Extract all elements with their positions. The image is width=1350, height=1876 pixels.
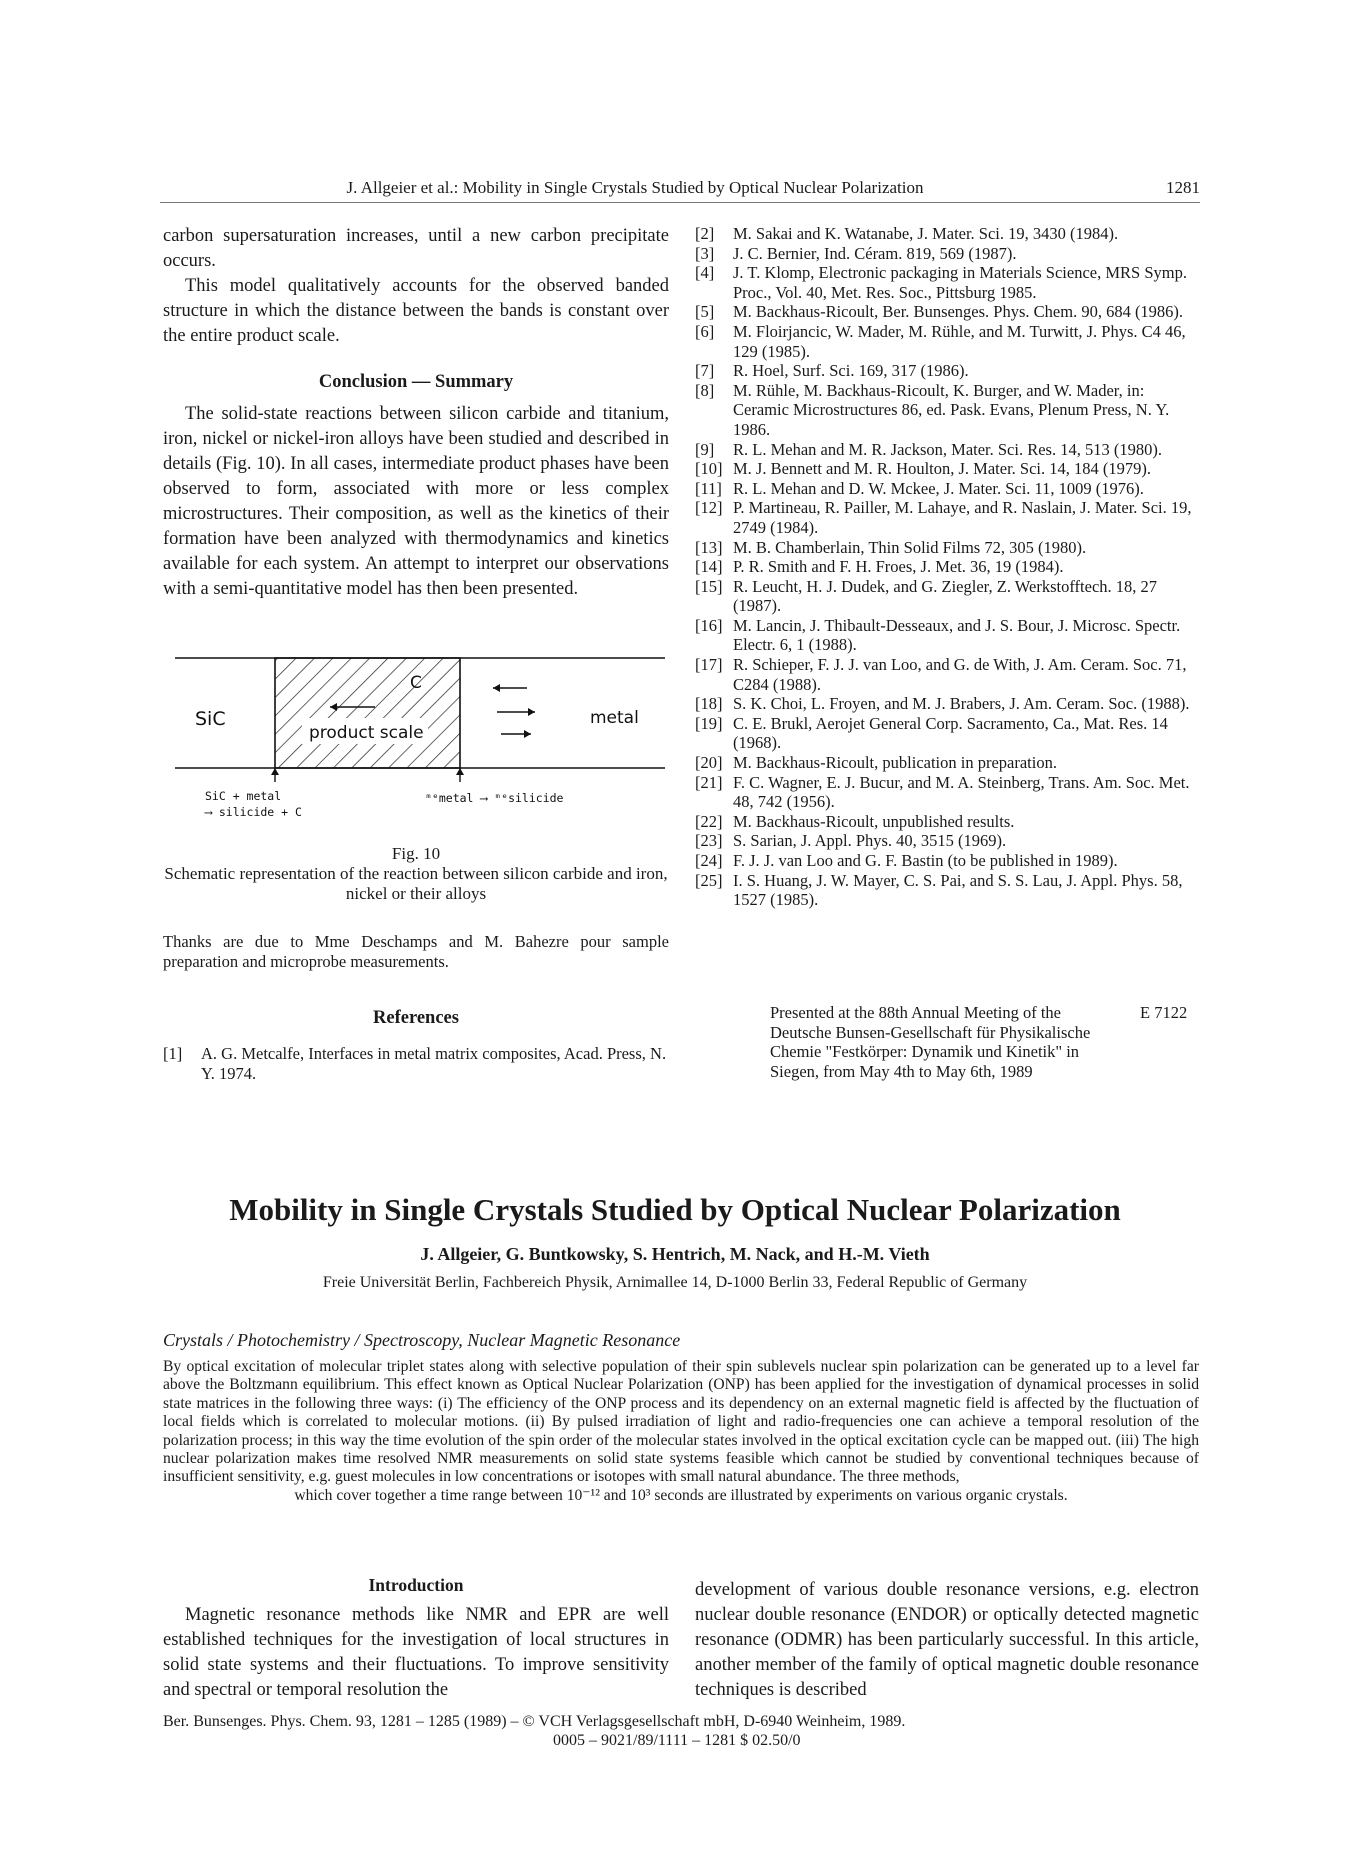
reference-list	[695, 224, 1199, 910]
reference-text: R. Leucht, H. J. Dudek, and G. Ziegler, Z. Werkstofftech. 18, 27 (1987).	[733, 576, 1158, 616]
introduction-right	[695, 1578, 1199, 1703]
acknowledgements: Thanks are due to Mme Deschamps and M. Bahezre pour sample preparation and microprobe measurements.	[163, 932, 669, 971]
left-interface-arrowhead	[271, 768, 279, 775]
reference-1	[163, 1044, 669, 1083]
reference-item	[695, 322, 1199, 361]
flux-arrowhead-3	[524, 730, 531, 738]
conclusion-heading: Conclusion — Summary	[318, 372, 514, 392]
reference-number: [16]	[695, 615, 723, 635]
reference-number: [19]	[695, 713, 723, 733]
reference-number: [22]	[695, 811, 723, 831]
reference-item	[695, 263, 1199, 302]
conclusion-text-block	[163, 402, 669, 602]
left-reaction-line1: SiC + metal	[205, 789, 282, 803]
carbon-label: C	[410, 673, 422, 693]
reference-number: [10]	[695, 459, 723, 479]
reference-text: A. G. Metcalfe, Interfaces in metal matrix composites, Acad. Press, N. Y. 1974.	[201, 1044, 667, 1083]
figure-caption: Schematic representation of the reaction between silicon carbide and iron, nickel or their alloys	[164, 864, 668, 903]
introduction-heading: Introduction	[368, 1575, 464, 1595]
reference-item	[695, 773, 1199, 812]
figure-10-diagram	[175, 650, 665, 825]
reference-item	[695, 538, 1199, 558]
left-reaction-line2: ⟶ silicide + C	[205, 805, 302, 819]
reference-number: [1]	[163, 1044, 183, 1063]
page-number: 1281	[1166, 178, 1200, 197]
figure-number: Fig. 10	[391, 844, 441, 863]
reference-text: C. E. Brukl, Aerojet General Corp. Sacramento, Ca., Mat. Res. 14 (1968).	[733, 713, 1168, 753]
reference-number: [2]	[695, 224, 715, 243]
introduction-left-text: Magnetic resonance methods like NMR and EPR are well established techniques for the investigation of local structures in solid state systems and their fluctuations. To improve sensitivity and spectral or temporal resolution the	[163, 1605, 669, 1700]
reference-item	[695, 871, 1199, 910]
reference-text: M. Backhaus-Ricoult, unpublished results.	[733, 811, 1015, 831]
reference-text: R. L. Mehan and D. W. Mckee, J. Mater. Sci. 11, 1009 (1976).	[733, 478, 1144, 498]
reference-text: M. Backhaus-Ricoult, Ber. Bunsenges. Phys. Chem. 90, 684 (1986).	[733, 302, 1184, 322]
reference-text: F. J. J. van Loo and G. F. Bastin (to be published in 1989).	[733, 851, 1118, 870]
reference-text: R. L. Mehan and M. R. Jackson, Mater. Sci. Res. 14, 513 (1980).	[733, 439, 1162, 459]
reference-number: [20]	[695, 753, 723, 773]
reference-item	[695, 577, 1199, 616]
reference-item	[695, 302, 1199, 322]
article-title: Mobility in Single Crystals Studied by Optical Nuclear Polarization	[229, 1192, 1121, 1227]
reference-item	[695, 753, 1199, 773]
presented-note: Presented at the 88th Annual Meeting of the Deutsche Bunsen-Gesellschaft für Physikalische Chemie "Festkörper: Dynamik und Kinetik" in Siegen, from May 4th to May 6th, 1989	[770, 1003, 1091, 1081]
reference-text: M. Backhaus-Ricoult, publication in preparation.	[733, 753, 1057, 773]
reference-number: [8]	[695, 380, 715, 400]
product-scale-region	[275, 658, 460, 768]
reference-item	[695, 831, 1199, 851]
reference-item	[695, 655, 1199, 694]
manuscript-code: E 7122	[1140, 1003, 1188, 1022]
sic-label: SiC	[195, 708, 226, 730]
flux-arrowhead-2	[528, 708, 535, 716]
article-authors: J. Allgeier, G. Buntkowsky, S. Hentrich, M. Nack, and H.-M. Vieth	[420, 1244, 930, 1264]
reference-number: [24]	[695, 851, 723, 870]
reference-number: [11]	[695, 478, 722, 498]
reference-text: J. C. Bernier, Ind. Céram. 819, 569 (1987).	[733, 243, 1017, 263]
reference-text: M. J. Bennett and M. R. Houlton, J. Mater. Sci. 14, 184 (1979).	[733, 459, 1151, 479]
reference-item	[695, 557, 1199, 577]
right-reaction: ᵐᵉmetal ⟶ ᵐᵉsilicide	[425, 791, 564, 805]
reference-item	[695, 616, 1199, 655]
introduction-right-text: development of various double resonance versions, e.g. electron nuclear double resonance (ENDOR) or optically detected magnetic resonance (ODMR) has been particularly successful. In this article, another member of the family of optical magnetic double resonance techniques is described	[695, 1580, 1199, 1700]
reference-text: J. T. Klomp, Electronic packaging in Materials Science, MRS Symp. Proc., Vol. 40, Met. Res. Soc., Pittsburg 1985.	[733, 263, 1187, 302]
reference-item	[695, 812, 1199, 832]
reference-item	[695, 224, 1199, 244]
reference-number: [4]	[695, 263, 715, 283]
reference-text: S. K. Choi, L. Froyen, and M. J. Brabers, J. Am. Ceram. Soc. (1988).	[733, 694, 1190, 714]
reference-item	[695, 498, 1199, 537]
reference-item	[695, 479, 1199, 499]
reference-item	[695, 714, 1199, 753]
reference-item	[695, 361, 1199, 381]
footer-issn: 0005 – 9021/89/1111 – 1281 $ 02.50/0	[553, 1732, 801, 1749]
reference-number: [15]	[695, 576, 723, 596]
left-column-top	[163, 224, 669, 349]
running-title: J. Allgeier et al.: Mobility in Single Crystals Studied by Optical Nuclear Polarization	[346, 178, 924, 197]
paragraph-model: This model qualitatively accounts for the observed banded structure in which the distance between the bands is constant over the entire product scale.	[163, 276, 669, 346]
running-header	[160, 176, 1200, 203]
conclusion-text: The solid-state reactions between silicon carbide and titanium, iron, nickel or nickel-iron alloys have been studied and described in details (Fig. 10). In all cases, intermediate product phases have been observed to form, associated with more or less complex microstructures. Their composition, as well as the kinetics of their formation have been analyzed with thermodynamics and kinetics available for each system. An attempt to interpret our observations with a semi-quantitative model has then been presented.	[163, 404, 669, 599]
reference-item	[695, 851, 1199, 871]
reference-number: [18]	[695, 694, 723, 714]
reference-item	[695, 244, 1199, 264]
introduction-left	[163, 1603, 669, 1703]
right-interface-arrowhead	[456, 768, 464, 775]
reference-text: M. B. Chamberlain, Thin Solid Films 72, 305 (1980).	[733, 537, 1087, 557]
reference-text: R. Hoel, Surf. Sci. 169, 317 (1986).	[733, 361, 969, 381]
reference-number: [6]	[695, 321, 715, 341]
reference-text: F. C. Wagner, E. J. Bucur, and M. A. Steinberg, Trans. Am. Soc. Met. 48, 742 (1956).	[733, 772, 1190, 812]
metal-label: metal	[590, 708, 639, 728]
reference-item	[695, 440, 1199, 460]
reference-number: [14]	[695, 557, 723, 577]
reference-text: M. Sakai and K. Watanabe, J. Mater. Sci. 19, 3430 (1984).	[733, 224, 1119, 243]
footer-citation: Ber. Bunsenges. Phys. Chem. 93, 1281 – 1285 (1989) – © VCH Verlagsgesellschaft mbH, D-6940 Weinheim, 1989.	[163, 1713, 906, 1730]
reference-number: [23]	[695, 831, 723, 851]
reference-item	[695, 459, 1199, 479]
reference-text: M. Floirjancic, W. Mader, M. Rühle, and M. Turwitt, J. Phys. C4 46, 129 (1985).	[733, 321, 1186, 361]
reference-text: M. Lancin, J. Thibault-Desseaux, and J. S. Bour, J. Microsc. Spectr. Electr. 6, 1 (1988).	[733, 615, 1181, 655]
abstract-last-line: which cover together a time range between 10⁻¹² and 10³ seconds are illustrated by experiments on various organic crystals.	[294, 1486, 1068, 1504]
reference-text: R. Schieper, F. J. J. van Loo, and G. de With, J. Am. Ceram. Soc. 71, C284 (1988).	[733, 655, 1187, 694]
reference-text: P. R. Smith and F. H. Froes, J. Met. 36, 19 (1984).	[733, 557, 1064, 577]
flux-arrowhead-1	[493, 684, 500, 692]
reference-text: M. Rühle, M. Backhaus-Ricoult, K. Burger, and W. Mader, in: Ceramic Microstructures 86, ed. Pask. Evans, Plenum Press, N. Y. 1986.	[733, 380, 1170, 439]
reference-text: I. S. Huang, J. W. Mayer, C. S. Pai, and S. S. Lau, J. Appl. Phys. 58, 1527 (1985).	[733, 870, 1183, 910]
reference-number: [13]	[695, 537, 723, 557]
reference-text: S. Sarian, J. Appl. Phys. 40, 3515 (1969).	[733, 831, 1007, 851]
article-abstract	[163, 1358, 1199, 1505]
reference-number: [5]	[695, 302, 715, 322]
paragraph-carbon: carbon supersaturation increases, until a new carbon precipitate occurs.	[163, 226, 669, 271]
reference-number: [3]	[695, 243, 715, 263]
references-heading: References	[373, 1008, 459, 1028]
reference-number: [17]	[695, 655, 723, 675]
reference-item	[695, 381, 1199, 440]
abstract-text: By optical excitation of molecular triplet states along with selective population of their spin sublevels nuclear spin polarization can be generated up to a level far above the Boltzmann equilibrium. This effect known as Optical Nuclear Polarization (ONP) has been applied for the investigation of dynamical processes in solid state matrices in the following three ways: (i) The efficiency of the ONP process and its dependency on an external magnetic field is affected by the fluctuation of local fields which is correlated to molecular motions. (ii) By pulsed irradiation of light and radio-frequencies one can achieve a temporal resolution of the polarization process; in this way the time evolution of the spin order of the molecular states involved in the optical excitation cycle can be mapped out. (iii) The high nuclear polarization makes time resolved NMR measurements on solid state systems feasible which cannot be studied by conventional techniques because of insufficient sensitivity, e.g. guest molecules in low concentrations or isotopes with small natural abundance. The three methods,	[163, 1358, 1199, 1486]
product-scale-label: product scale	[309, 723, 424, 743]
reference-number: [9]	[695, 439, 715, 459]
reference-text: P. Martineau, R. Pailler, M. Lahaye, and R. Naslain, J. Mater. Sci. 19, 2749 (1984).	[733, 498, 1192, 537]
reference-number: [7]	[695, 361, 715, 381]
reference-number: [21]	[695, 772, 723, 792]
article-affiliation: Freie Universität Berlin, Fachbereich Physik, Arnimallee 14, D-1000 Berlin 33, Federal Republic of Germany	[322, 1274, 1028, 1291]
reference-number: [12]	[695, 498, 723, 518]
page-footer	[163, 1712, 905, 1750]
reference-number: [25]	[695, 870, 723, 890]
article-keywords: Crystals / Photochemistry / Spectroscopy, Nuclear Magnetic Resonance	[163, 1330, 681, 1350]
reference-item	[695, 694, 1199, 714]
